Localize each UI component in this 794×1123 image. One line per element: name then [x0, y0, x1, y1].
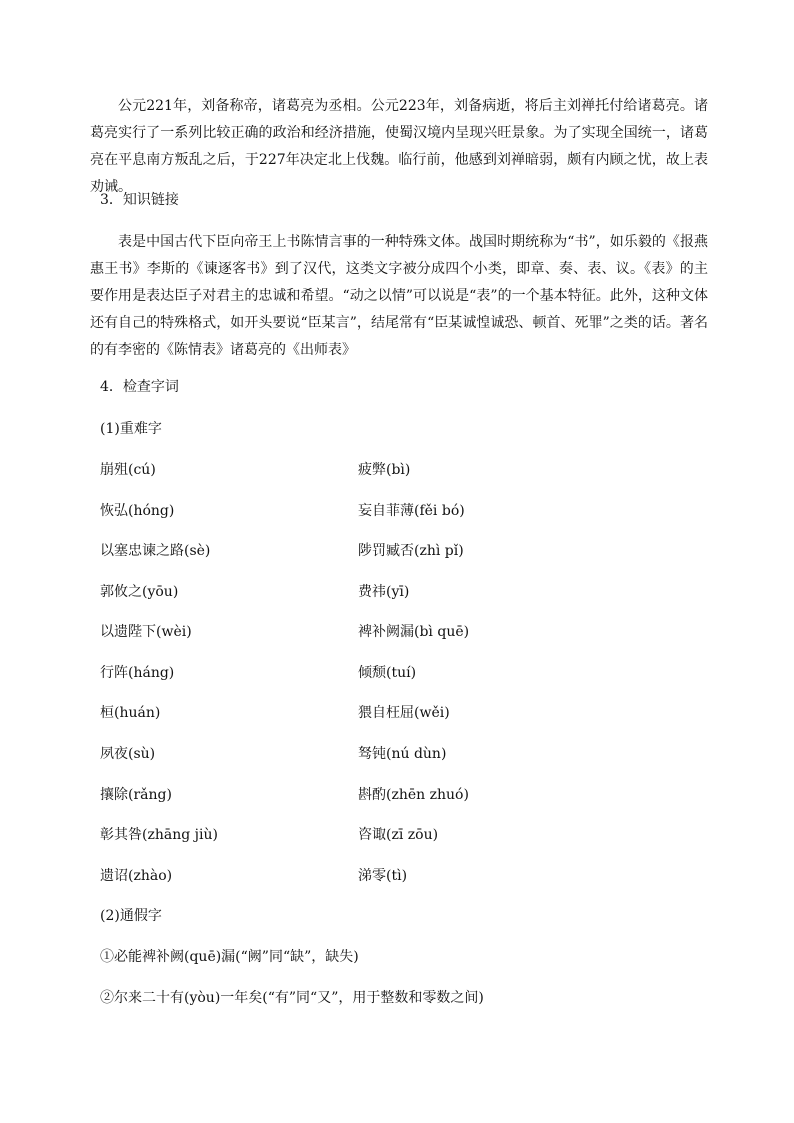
vocab-item: 疲弊(bì) — [358, 462, 411, 478]
vocab-item: 以遗陛下(wèi) — [100, 624, 192, 640]
difficult-chars-heading: (1)重难字 — [100, 421, 162, 437]
vocab-item: 咨诹(zī zōu) — [358, 827, 439, 843]
vocab-item: 夙夜(sù) — [100, 746, 156, 762]
vocab-item: 以塞忠谏之路(sè) — [100, 543, 211, 559]
vocab-item: 驽钝(nú dùn) — [358, 746, 447, 762]
vocab-item: 郭攸之(yōu) — [100, 584, 179, 600]
knowledge-link-paragraph: 表是中国古代下臣向帝王上书陈情言事的一种特殊文体。战国时期统称为“书”，如乐毅的《报燕惠王书》李斯的《谏逐客书》到了汉代，这类文字被分成四个小类，即章、奏、表、议。《表》的主要作用是表达臣子对君主的忠诚和希望。“动之以情”可以说是“表”的一个基本特征。此外，这种文体还有自己的特殊格式，如开头要说“臣某言”，结尾常有“臣某诚惶诚恐、顿首、死罪”之类的话。著名的有李密的《陈情表》诸葛亮的《出师表》 — [90, 234, 708, 358]
vocab-item: 斟酌(zhēn zhuó) — [358, 787, 469, 803]
background-paragraph: 公元221年，刘备称帝，诸葛亮为丞相。公元223年，刘备病逝，将后主刘禅托付给诸葛亮。诸葛亮实行了一系列比较正确的政治和经济措施，使蜀汉境内呈现兴旺景象。为了实现全国统一，诸葛亮在平息南方叛乱之后，于227年决定北上伐魏。临行前，他感到刘禅暗弱，颇有内顾之忧，故上表劝诫。 — [90, 98, 708, 195]
vocab-item: 攘除(rǎng) — [100, 787, 172, 803]
vocab-item: 桓(huán) — [100, 705, 161, 721]
vocab-item: 恢弘(hóng) — [100, 503, 175, 519]
vocab-item: 费祎(yī) — [358, 584, 410, 600]
vocab-item: 倾颓(tuí) — [358, 665, 417, 681]
interchangeable-item: ②尔来二十有(yòu)一年矣(“有”同“又”，用于整数和零数之间) — [100, 990, 484, 1006]
vocab-item: 彰其咎(zhāng jiù) — [100, 827, 218, 843]
vocab-item: 妄自菲薄(fěi bó) — [358, 503, 465, 519]
vocab-item: 陟罚臧否(zhì pǐ) — [358, 543, 464, 559]
vocab-item: 崩殂(cú) — [100, 462, 156, 478]
interchangeable-heading: (2)通假字 — [100, 908, 162, 924]
vocab-item: 遗诏(zhào) — [100, 868, 173, 884]
check-words-heading: 4．检查字词 — [100, 379, 179, 395]
knowledge-link-heading: 3．知识链接 — [100, 192, 179, 208]
vocab-item: 行阵(háng) — [100, 665, 175, 681]
vocab-item: 裨补阙漏(bì quē) — [358, 624, 470, 640]
vocab-item: 猥自枉屈(wěi) — [358, 705, 450, 721]
vocab-item: 涕零(tì) — [358, 868, 408, 884]
interchangeable-item: ①必能裨补阙(quē)漏(“阙”同“缺”，缺失) — [100, 949, 359, 965]
